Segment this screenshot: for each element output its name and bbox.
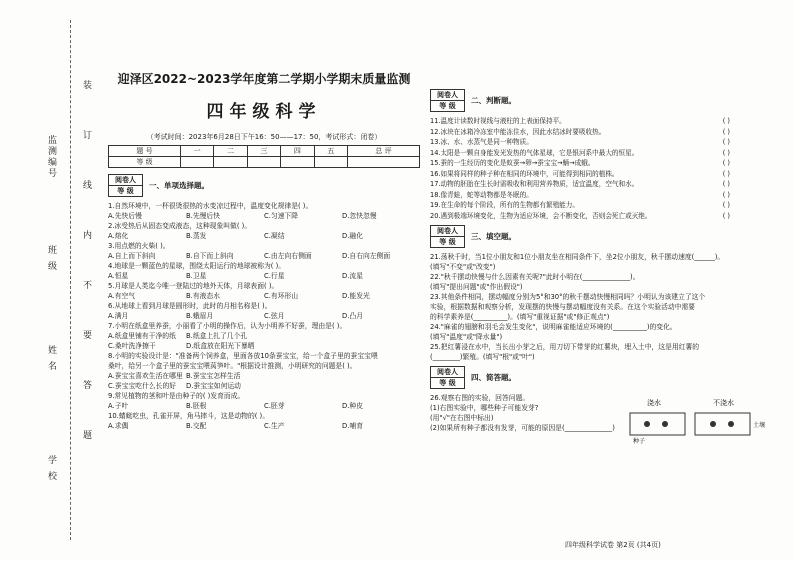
grader-grade-label: 等 级: [431, 237, 465, 248]
seed-label: 种子: [632, 438, 645, 445]
statement-text: 14.太阳是一颗自身能发光发热的气体星球，它是银河系中最大的恒星。: [430, 148, 639, 157]
fill-blank-line: (填写"不变"或"改变"): [430, 263, 496, 271]
option: C.蚕宝宝吃什么长的好: [108, 382, 177, 390]
option: B.蛾眉月: [186, 312, 214, 320]
option: C.由左向右侧面: [264, 252, 312, 260]
germination-experiment-diagram: [625, 393, 765, 443]
option: B.自下而上斜向: [186, 252, 234, 260]
score-cell[interactable]: [281, 157, 314, 168]
option: C.匀速下降: [264, 212, 299, 220]
option: A.子叶: [108, 402, 129, 410]
question-text: 1.自然环境中，一杯很烫很热的水变凉过程中，温度变化规律是( )。: [108, 202, 313, 210]
class-label: 班 级: [46, 245, 56, 272]
fill-blank-line: (________)繁殖。(填写"根"或"叶"): [430, 353, 535, 361]
true-false-item: [430, 127, 730, 138]
answer-paren[interactable]: ( ): [722, 169, 730, 178]
section-3-heading: [430, 225, 730, 248]
fill-blank-line: 21.荡秋千时，当1位小朋友和1位小朋友坐在相同条件下，坐2位小朋友，秋千摆动速度(______)。: [430, 253, 725, 261]
grader-label: 阅卷人: [431, 90, 465, 101]
binding-warning-char: 答: [81, 380, 91, 391]
option: A.求偶: [108, 422, 129, 430]
question-text: 26.观察右图的实验，回答问题。: [430, 394, 530, 402]
option: B.胚根: [186, 402, 207, 410]
question-text: 3.用点燃的火柴( )。: [108, 242, 170, 250]
question-text: 5.月球是人类迄今唯一登陆过的地外天体，月球表面( )。: [108, 282, 279, 290]
fill-blank-line: 实验，根据数据和观察分析，发现摆的快慢与摆动幅度没有关系。在这个实验活动中需要: [430, 303, 696, 311]
grader-box: [430, 225, 465, 248]
question-text: 9.常见植物的茎和叶是由种子的( )发育而成。: [108, 392, 245, 400]
statement-text: 11.温度计读数时视线与液柱的上表面保持平。: [430, 117, 566, 125]
option: A.纸盒里铺有干净的纸: [108, 332, 176, 340]
option-row: [108, 211, 420, 221]
grader-grade-label: 等 级: [109, 186, 143, 197]
option-row: [108, 231, 420, 241]
statement-text: 19.在生命的每个阶段，所有的生物都有繁殖能力。: [430, 201, 579, 209]
section-4-heading: [430, 366, 730, 389]
option-row: [108, 271, 420, 281]
binding-dashed-line: [70, 20, 71, 540]
option-row: [108, 251, 420, 261]
option: B.交配: [186, 422, 207, 430]
fill-blank-line: 23.其他条件相同，摆动幅度分别为5°和30°的秋千摆动快慢相同吗？小明认为该建立了这个: [430, 293, 706, 301]
binding-warning-char: 要: [81, 330, 91, 341]
option: [264, 331, 342, 341]
score-cell[interactable]: [214, 157, 247, 168]
statement-text: 18.像青蛙，蛇等动物都是冬眠的。: [430, 190, 533, 199]
seed-icon: [710, 421, 716, 427]
statement-text: 20.遇到极端环境变化，生物为适应环境，会不断变化，否则会死亡或灭绝。: [430, 211, 652, 220]
soil-label: 土壤: [752, 422, 765, 429]
true-false-item: [430, 200, 730, 211]
option: [342, 341, 420, 351]
option: [264, 381, 342, 391]
seed-icon: [662, 421, 668, 427]
true-false-item: [430, 169, 730, 180]
answer-paren[interactable]: ( ): [722, 211, 730, 220]
statement-text: 13.冰、水、水蒸气是同一种物质。: [430, 138, 533, 146]
water-label: 浇水: [646, 399, 661, 407]
binding-warning-char: 不: [81, 280, 91, 291]
section-title: 三、填空题。: [471, 232, 516, 241]
option: B.蒸发: [186, 232, 207, 240]
question-text: (2)如果所有种子都没有发芽，可能的原因是(______________): [430, 424, 615, 432]
answer-paren[interactable]: ( ): [722, 117, 730, 125]
option: D.流星: [342, 272, 363, 280]
section-title: 四、简答题。: [471, 373, 516, 382]
binding-warning-char: 装: [81, 80, 91, 91]
fill-blank-line: (填写"温度"或"降水量"): [430, 333, 503, 341]
true-false-item: [430, 116, 730, 127]
score-cell: 等 级: [109, 157, 181, 168]
grader-grade-label: 等 级: [431, 101, 465, 112]
option-row: [108, 381, 420, 391]
grader-label: 阅卷人: [431, 367, 465, 378]
seed-icon: [644, 421, 650, 427]
score-cell: 一: [180, 146, 213, 157]
score-cell[interactable]: [180, 157, 213, 168]
option: D.自右向左侧面: [342, 252, 391, 260]
section-1-questions: [108, 201, 420, 431]
exam-no-label: 监测编号: [46, 135, 56, 179]
option: C.有环形山: [264, 292, 299, 300]
exam-title: 迎泽区2022~2023学年度第二学期小学期末质量监测: [117, 72, 411, 86]
fill-blank-line: 的科学素养是(__________)。(填写"重视证据"或"修正观点"): [430, 313, 610, 321]
option: B.蚕宝宝怎样生活: [186, 372, 241, 380]
binding-warning-char: 订: [81, 130, 91, 141]
fill-blank-line: 25.把红薯浸在水中，当长出小芽之后，用刀切下带芽的红薯块，埋入土中，这是用红薯的: [430, 343, 700, 351]
option: B.先慢后快: [186, 212, 221, 220]
right-column: [430, 85, 765, 445]
binding-warning-char: 内: [81, 230, 91, 241]
fill-blank-line: (填写"提出问题"或"作出假设"): [430, 283, 523, 291]
answer-paren[interactable]: ( ): [722, 148, 730, 157]
question-text: 8.小明的实验设计是："准备两个饲养盒，里面各放10条蚕宝宝，给一个盒子里的蚕宝宝喂: [108, 352, 378, 360]
option: C.桑叶洗净擦干: [108, 342, 156, 350]
section-4-content: [430, 393, 765, 445]
score-cell: 总 评: [348, 146, 420, 157]
option: C.生产: [264, 422, 285, 430]
question-text: 10.蜻蜓吃虫，孔雀开屏，角马摔斗，这是动物的( )。: [108, 412, 270, 420]
option: A.熔化: [108, 232, 129, 240]
option: C.凝结: [264, 232, 285, 240]
question-text: 4.地球是一颗蓝色的星球，围绕太阳运行的地球被称为( )。: [108, 262, 286, 270]
question-text: 2.冰受热后从固态变成液态，这种现象叫做( )。: [108, 222, 252, 230]
answer-paren[interactable]: ( ): [722, 190, 730, 199]
grader-label: 阅卷人: [431, 226, 465, 237]
score-table-grade-row: [109, 157, 420, 168]
binding-margin: [0, 0, 100, 561]
dish-left: [630, 413, 685, 435]
statement-text: 16.如果将同样的种子种在相同的环境中，可能得到相同的植株。: [430, 169, 619, 178]
true-false-item: [430, 190, 730, 201]
option: B.卫星: [186, 272, 207, 280]
no-water-label: 不浇水: [712, 399, 734, 407]
option: A.自上而下斜向: [108, 252, 156, 260]
option: [342, 381, 420, 391]
option: D.种皮: [342, 402, 363, 410]
option-row: [108, 371, 420, 381]
true-false-item: [430, 211, 730, 222]
binding-warning-char: 线: [81, 180, 91, 191]
answer-paren[interactable]: ( ): [722, 127, 730, 136]
exam-time: （考试时间：2023年6月28日下午16：50——17：50，考试形式：闭卷）: [146, 133, 382, 141]
dish-right: [695, 413, 750, 435]
option: D.能发光: [342, 292, 370, 300]
statement-text: 17.动物的胚胎在生长时需吸收和利用营养物质，适宜温度，空气和水。: [430, 180, 639, 188]
score-cell[interactable]: [314, 157, 347, 168]
option: C.弦月: [264, 312, 285, 320]
option: [264, 341, 342, 351]
score-cell: 三: [247, 146, 280, 157]
section-1-heading: [108, 174, 420, 197]
true-false-item: [430, 148, 730, 159]
option: [264, 371, 342, 381]
answer-paren[interactable]: ( ): [722, 201, 730, 209]
answer-paren[interactable]: ( ): [722, 180, 730, 188]
option: A.先快后慢: [108, 212, 142, 220]
score-table-header-row: [109, 146, 420, 157]
grader-box: [430, 366, 465, 389]
fill-blank-line: 22."秋千摆动快慢与什么因素有关呢?"此时小明在(______________)。: [430, 273, 640, 281]
option: D.忽快忽慢: [342, 212, 377, 220]
grader-grade-label: 等 级: [431, 378, 465, 389]
option-row: [108, 291, 420, 301]
school-label: 学 校: [46, 455, 56, 482]
statement-text: 12.冰块在冰箱冷冻室中能冻住水，因此水结冰时要吸收热。: [430, 127, 606, 136]
option: [342, 371, 420, 381]
option: D.融化: [342, 232, 363, 240]
question-text: 6.从地球上看到月球是圆形时，此时的月相名称是( )。: [108, 302, 272, 310]
exam-subtitle: 四年级科学: [206, 102, 322, 122]
binding-warning-char: 题: [81, 430, 91, 441]
left-column: [108, 70, 420, 431]
page-footer: 四年级科学试卷 第2页 (共4页): [565, 541, 661, 549]
section-3-items: [430, 252, 730, 362]
option: [342, 331, 420, 341]
option: D.哺育: [342, 422, 363, 430]
option-row: [108, 401, 420, 411]
question-text: 7.小明在纸盒里养蚕，小丽看了小明的操作后，认为小明养不好蚕，理由是( )。: [108, 322, 347, 330]
option: A.有空气: [108, 292, 136, 300]
score-cell: 题 号: [109, 146, 181, 157]
option: A.恒星: [108, 272, 129, 280]
option: D.蚕宝宝如何运动: [186, 382, 241, 390]
answer-paren[interactable]: ( ): [722, 159, 730, 167]
question-text: (用"√"在右图中标出): [430, 414, 494, 422]
option: A.满月: [108, 312, 129, 320]
true-false-item: [430, 158, 730, 169]
section-title: 一、单项选择题。: [149, 181, 209, 190]
score-table: [108, 145, 420, 168]
option: A.蚕宝宝喜欢生活在哪里: [108, 372, 183, 380]
name-label: 姓 名: [46, 345, 56, 372]
option-row: [108, 421, 420, 431]
question-text: 桑叶，给另一个盒子里的蚕宝宝喂莴笋叶。"根据设计推测，小明研究的问题是( )。: [108, 362, 357, 370]
grader-box: [430, 89, 465, 112]
section-2-items: [430, 116, 730, 221]
grader-box: [108, 174, 143, 197]
grader-label: 阅卷人: [109, 175, 143, 186]
option: C.行星: [264, 272, 285, 280]
option: B.纸盒上扎了几个孔: [186, 332, 248, 340]
answer-paren[interactable]: ( ): [722, 138, 730, 146]
option: C.胚芽: [264, 402, 285, 410]
true-false-item: [430, 179, 730, 190]
statement-text: 15.蚕的一生经历的变化是蚁蚕→卵→蚕宝宝→蛹→成蛾。: [430, 159, 595, 167]
option-row: [108, 341, 420, 351]
option-row: [108, 311, 420, 321]
question-text: (1)右图实验中，哪些种子可能发芽?: [430, 404, 539, 412]
true-false-item: [430, 137, 730, 148]
section-2-heading: [430, 89, 730, 112]
option-row: [108, 331, 420, 341]
option: D.纸盒放在阳光下暴晒: [186, 342, 255, 350]
section-title: 二、判断题。: [471, 96, 516, 105]
score-cell: 四: [281, 146, 314, 157]
score-cell: 五: [314, 146, 347, 157]
fill-blank-line: 24."麻雀的翅膀和羽毛会发生变化"，说明麻雀能适应环境的(__________)的变化。: [430, 323, 677, 331]
option: D.凸月: [342, 312, 363, 320]
score-cell[interactable]: [247, 157, 280, 168]
score-cell[interactable]: [348, 157, 420, 168]
option: B.有液态水: [186, 292, 221, 300]
seed-icon: [728, 421, 734, 427]
score-cell: 二: [214, 146, 247, 157]
